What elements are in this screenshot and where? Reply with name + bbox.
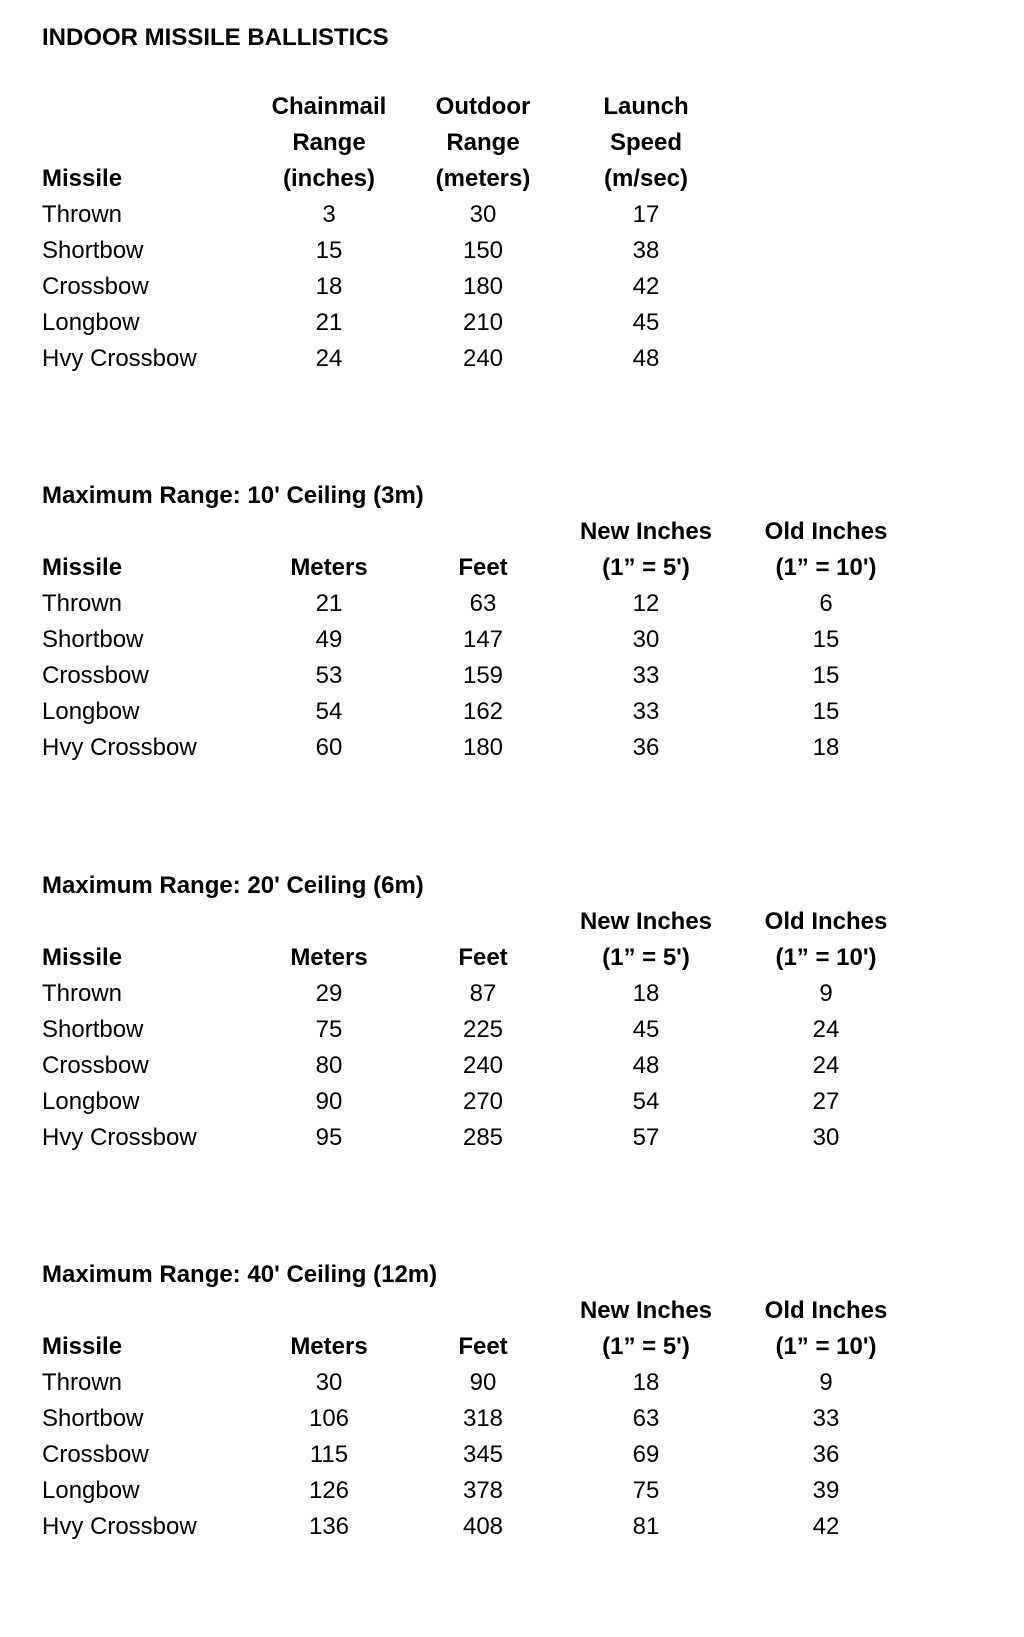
column-header: (meters) <box>435 165 531 192</box>
header-missile: Missile <box>42 1333 123 1360</box>
header-old-inches-scale: (1” = 10') <box>775 944 877 971</box>
table-cell: 270 <box>462 1088 504 1115</box>
table-cell: 210 <box>462 309 504 336</box>
table-cell: 162 <box>462 698 504 725</box>
table-cell: 18 <box>812 734 840 761</box>
row-label: Hvy Crossbow <box>42 734 197 761</box>
row-label: Hvy Crossbow <box>42 1513 197 1540</box>
table-cell: 24 <box>812 1052 840 1079</box>
row-label: Thrown <box>42 590 123 617</box>
column-header: Launch <box>603 93 689 120</box>
header-new-inches: New Inches <box>579 518 713 545</box>
table-cell: 63 <box>469 590 497 617</box>
row-label: Crossbow <box>42 1052 149 1079</box>
table-cell: 90 <box>315 1088 343 1115</box>
table-cell: 240 <box>462 345 504 372</box>
column-header: Speed <box>609 129 683 156</box>
table-cell: 42 <box>812 1513 840 1540</box>
table-cell: 12 <box>632 590 660 617</box>
row-label: Hvy Crossbow <box>42 1124 197 1151</box>
table-cell: 33 <box>632 662 660 689</box>
table-cell: 42 <box>632 273 660 300</box>
header-new-inches: New Inches <box>579 1297 713 1324</box>
table-cell: 53 <box>315 662 343 689</box>
table-cell: 240 <box>462 1052 504 1079</box>
table-cell: 9 <box>819 980 833 1007</box>
table-cell: 225 <box>462 1016 504 1043</box>
table-cell: 54 <box>632 1088 660 1115</box>
page-title: INDOOR MISSILE BALLISTICS <box>42 24 389 51</box>
table-cell: 180 <box>462 273 504 300</box>
table-cell: 285 <box>462 1124 504 1151</box>
column-header: Chainmail <box>271 93 387 120</box>
table-cell: 39 <box>812 1477 840 1504</box>
table-cell: 81 <box>632 1513 660 1540</box>
header-old-inches-scale: (1” = 10') <box>775 1333 877 1360</box>
table-cell: 17 <box>632 201 660 228</box>
header-old-inches: Old Inches <box>764 1297 888 1324</box>
header-missile: Missile <box>42 165 123 192</box>
row-label: Shortbow <box>42 1405 144 1432</box>
column-header: Range <box>446 129 520 156</box>
header-missile: Missile <box>42 554 123 581</box>
table-cell: 6 <box>819 590 833 617</box>
row-label: Longbow <box>42 309 140 336</box>
header-new-inches: New Inches <box>579 908 713 935</box>
table-cell: 150 <box>462 237 504 264</box>
row-label: Hvy Crossbow <box>42 345 197 372</box>
table-cell: 136 <box>308 1513 350 1540</box>
table-cell: 33 <box>632 698 660 725</box>
table-cell: 15 <box>315 237 343 264</box>
header-new-inches-scale: (1” = 5') <box>602 554 690 581</box>
table-cell: 147 <box>462 626 504 653</box>
table-cell: 27 <box>812 1088 840 1115</box>
table-cell: 29 <box>315 980 343 1007</box>
table-cell: 48 <box>632 1052 660 1079</box>
table-cell: 345 <box>462 1441 504 1468</box>
table-cell: 60 <box>315 734 343 761</box>
row-label: Thrown <box>42 201 123 228</box>
table-cell: 115 <box>309 1441 349 1468</box>
table-cell: 75 <box>632 1477 660 1504</box>
table-cell: 126 <box>308 1477 350 1504</box>
row-label: Crossbow <box>42 273 149 300</box>
header-meters: Meters <box>290 554 368 581</box>
table-cell: 3 <box>322 201 336 228</box>
table-cell: 180 <box>462 734 504 761</box>
table-cell: 30 <box>812 1124 840 1151</box>
table-cell: 24 <box>315 345 343 372</box>
row-label: Crossbow <box>42 662 149 689</box>
table-cell: 30 <box>315 1369 343 1396</box>
table-cell: 45 <box>632 309 660 336</box>
table-cell: 45 <box>632 1016 660 1043</box>
column-header: Range <box>292 129 366 156</box>
table-cell: 18 <box>315 273 343 300</box>
column-header: (m/sec) <box>603 165 689 192</box>
table-cell: 30 <box>632 626 660 653</box>
table-cell: 49 <box>315 626 343 653</box>
section-title: Maximum Range: 20' Ceiling (6m) <box>42 872 424 899</box>
section-title: Maximum Range: 10' Ceiling (3m) <box>42 482 424 509</box>
table-cell: 57 <box>632 1124 660 1151</box>
row-label: Thrown <box>42 980 123 1007</box>
table-cell: 106 <box>308 1405 350 1432</box>
table-cell: 18 <box>632 1369 660 1396</box>
header-old-inches-scale: (1” = 10') <box>775 554 877 581</box>
row-label: Longbow <box>42 1088 140 1115</box>
table-cell: 15 <box>812 662 840 689</box>
header-missile: Missile <box>42 944 123 971</box>
header-old-inches: Old Inches <box>764 518 888 545</box>
table-cell: 38 <box>632 237 660 264</box>
table-cell: 95 <box>315 1124 343 1151</box>
table-cell: 15 <box>812 626 840 653</box>
section-title: Maximum Range: 40' Ceiling (12m) <box>42 1261 438 1288</box>
header-new-inches-scale: (1” = 5') <box>602 1333 690 1360</box>
header-meters: Meters <box>290 944 368 971</box>
header-feet: Feet <box>458 1333 508 1360</box>
table-cell: 75 <box>315 1016 343 1043</box>
row-label: Shortbow <box>42 1016 144 1043</box>
header-feet: Feet <box>458 554 508 581</box>
table-cell: 21 <box>315 309 343 336</box>
table-cell: 36 <box>632 734 660 761</box>
row-label: Shortbow <box>42 237 144 264</box>
row-label: Longbow <box>42 698 140 725</box>
table-cell: 24 <box>812 1016 840 1043</box>
table-cell: 80 <box>315 1052 343 1079</box>
table-cell: 9 <box>819 1369 833 1396</box>
table-cell: 408 <box>462 1513 504 1540</box>
table-cell: 69 <box>632 1441 660 1468</box>
table-cell: 54 <box>315 698 343 725</box>
column-header: (inches) <box>282 165 376 192</box>
table-cell: 33 <box>812 1405 840 1432</box>
table-cell: 21 <box>315 590 343 617</box>
table-cell: 90 <box>469 1369 497 1396</box>
header-feet: Feet <box>458 944 508 971</box>
table-cell: 36 <box>812 1441 840 1468</box>
table-cell: 378 <box>462 1477 504 1504</box>
table-cell: 18 <box>632 980 660 1007</box>
table-cell: 159 <box>462 662 504 689</box>
table-cell: 15 <box>812 698 840 725</box>
table-cell: 48 <box>632 345 660 372</box>
row-label: Crossbow <box>42 1441 149 1468</box>
row-label: Thrown <box>42 1369 123 1396</box>
table-cell: 30 <box>469 201 497 228</box>
table-cell: 63 <box>632 1405 660 1432</box>
row-label: Shortbow <box>42 626 144 653</box>
table-cell: 87 <box>469 980 497 1007</box>
header-meters: Meters <box>290 1333 368 1360</box>
header-old-inches: Old Inches <box>764 908 888 935</box>
header-new-inches-scale: (1” = 5') <box>602 944 690 971</box>
row-label: Longbow <box>42 1477 140 1504</box>
column-header: Outdoor <box>435 93 531 120</box>
table-cell: 318 <box>462 1405 504 1432</box>
